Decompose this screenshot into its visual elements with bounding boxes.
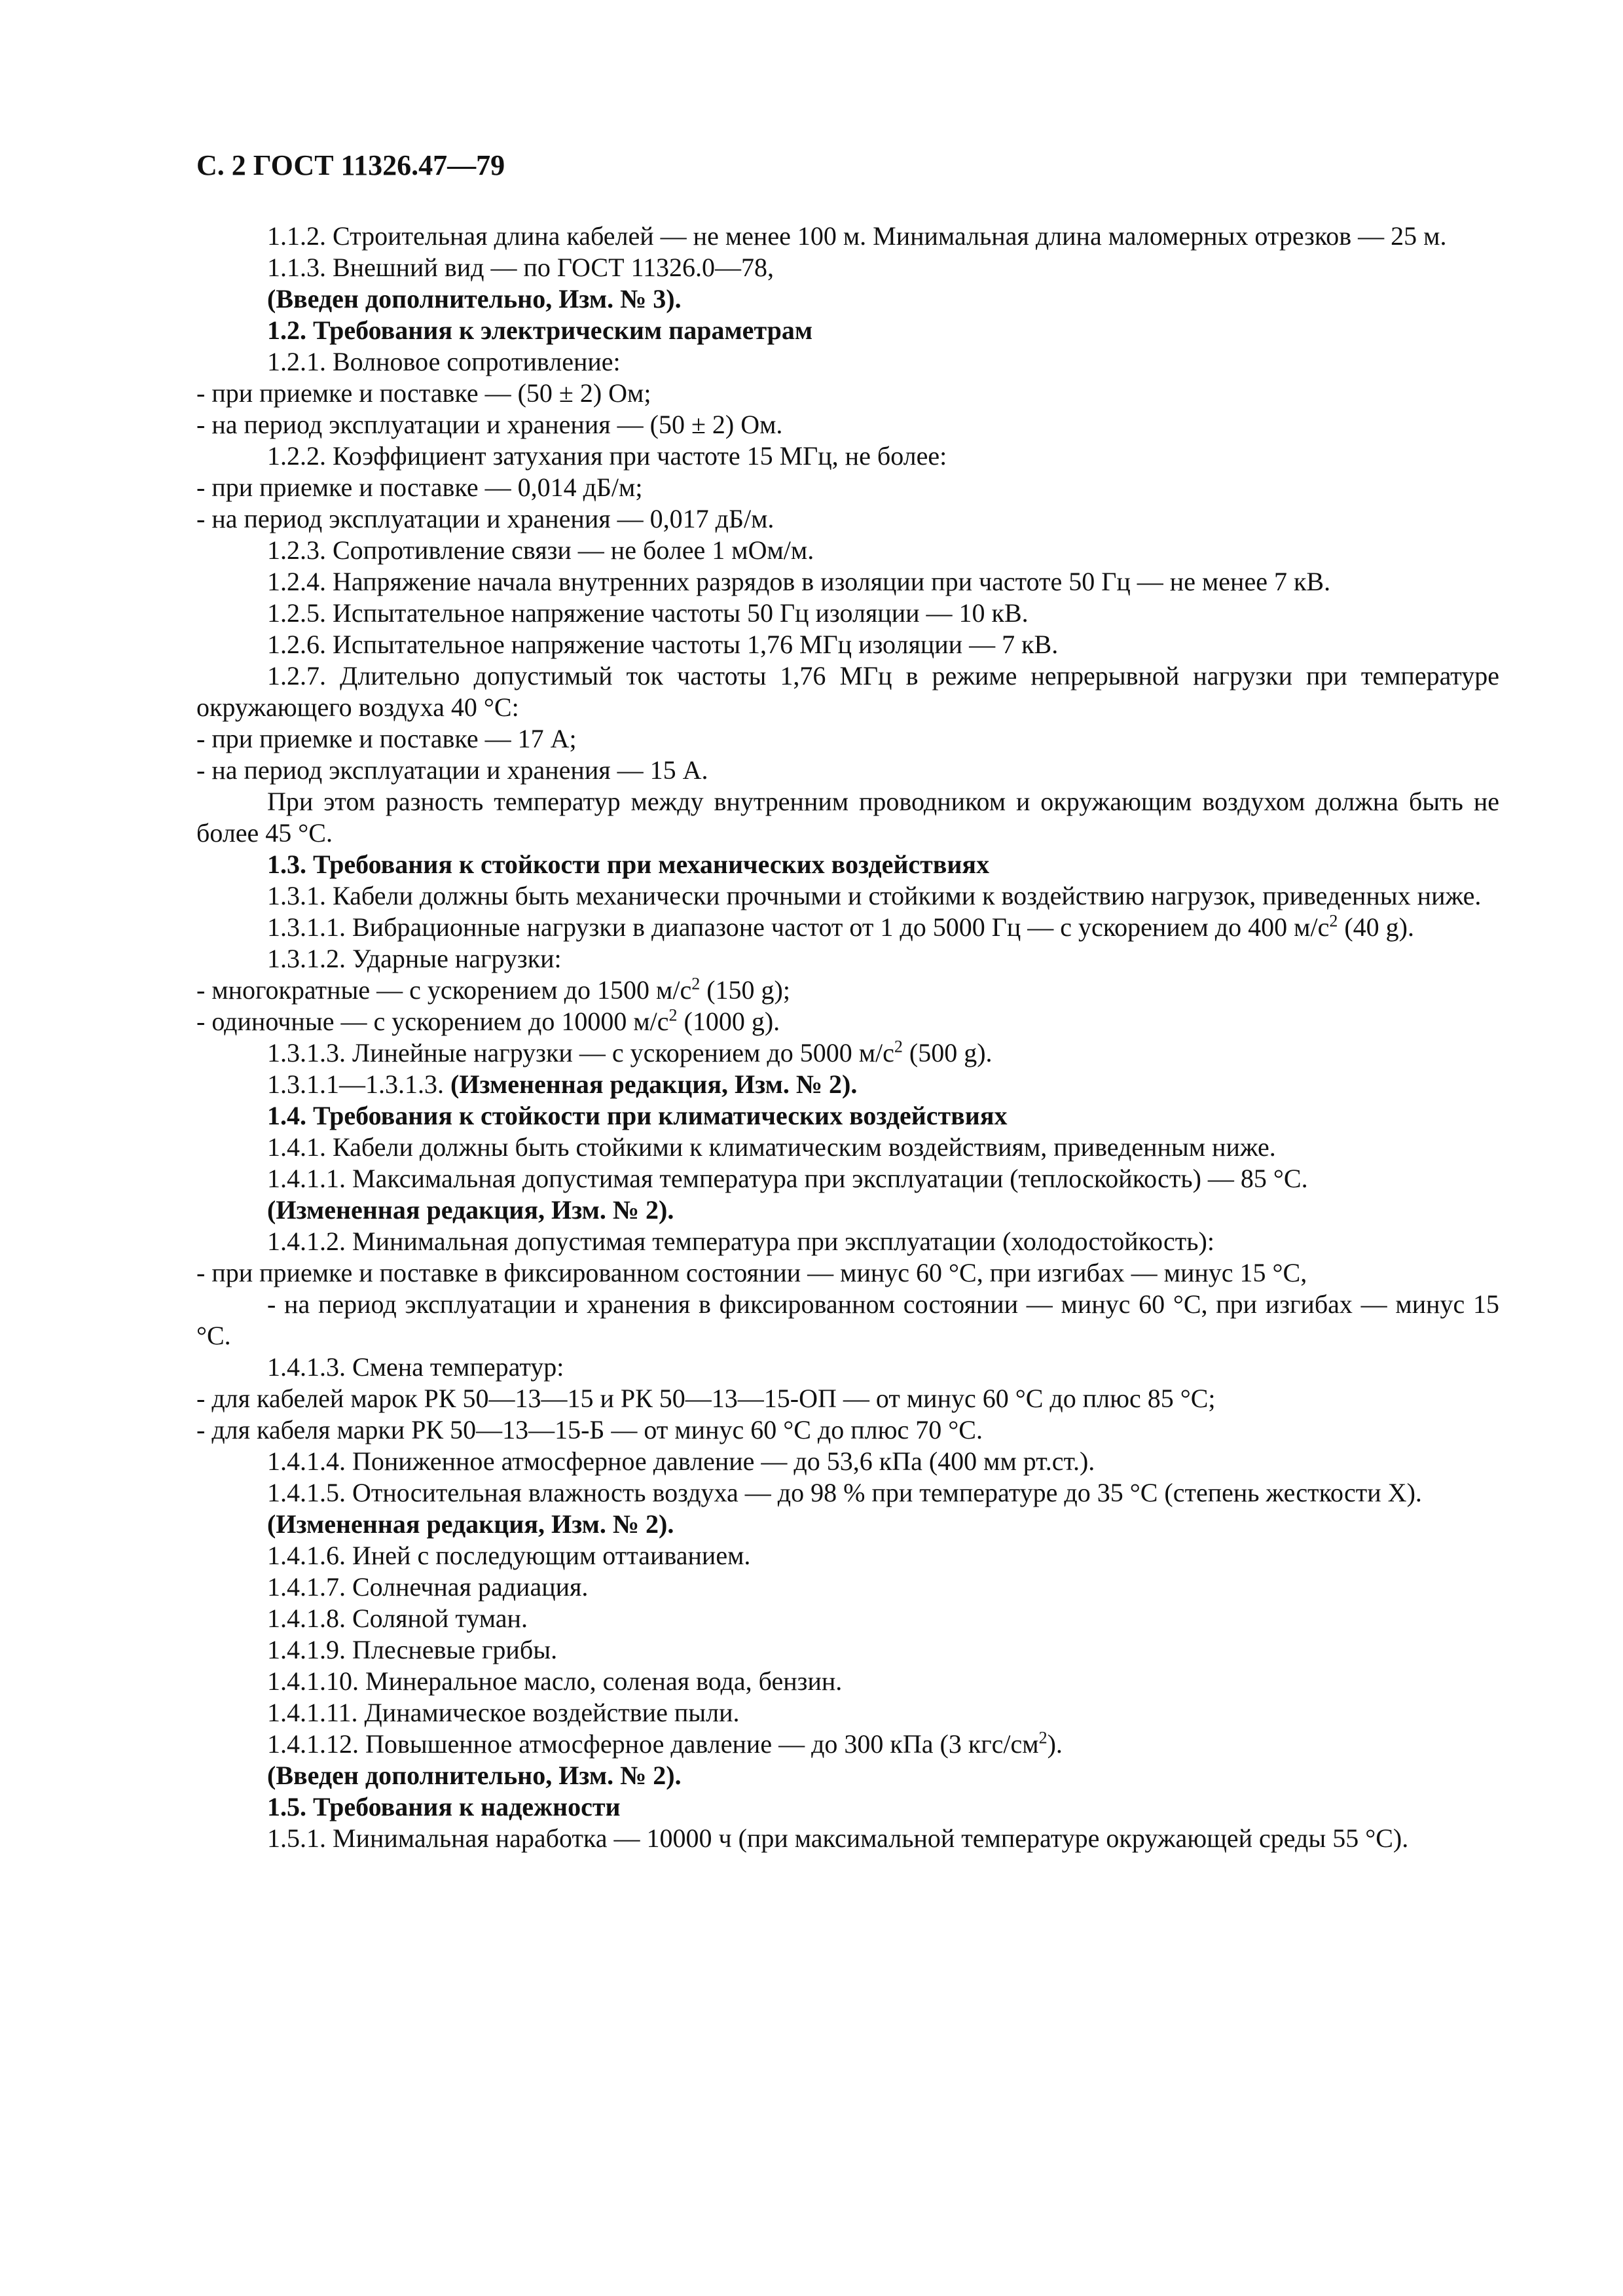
paragraph xyxy=(196,660,1499,723)
paragraph xyxy=(196,1540,1499,1571)
paragraph xyxy=(196,849,1499,880)
paragraph-text: - на период эксплуатации и хранения — 0,017 дБ/м. xyxy=(196,504,775,533)
superscript: 2 xyxy=(1038,1728,1048,1748)
paragraph xyxy=(196,1729,1499,1760)
paragraph xyxy=(196,975,1499,1006)
paragraph-text: - при приемке и поставке — 17 А; xyxy=(196,724,577,753)
paragraph xyxy=(196,1352,1499,1383)
paragraph-text-tail: (1000 g). xyxy=(677,1007,780,1036)
paragraph-text: 1.4.1.4. Пониженное атмосферное давление — до 53,6 кПа (400 мм рт.ст.). xyxy=(267,1446,1095,1476)
paragraph-text-tail: (500 g). xyxy=(902,1038,993,1067)
paragraph xyxy=(196,912,1499,943)
paragraph xyxy=(196,566,1499,598)
paragraph xyxy=(196,1163,1499,1194)
paragraph xyxy=(196,440,1499,472)
paragraph-text: 1.4.1.10. Минеральное масло, соленая вода, бензин. xyxy=(267,1666,843,1696)
paragraph xyxy=(196,378,1499,409)
paragraph-text: (Введен дополнительно, Изм. № 2). xyxy=(267,1761,682,1790)
paragraph xyxy=(196,1634,1499,1666)
paragraph xyxy=(196,1823,1499,1854)
paragraph xyxy=(196,943,1499,975)
paragraph xyxy=(196,629,1499,660)
paragraph xyxy=(196,1414,1499,1446)
paragraph xyxy=(196,1571,1499,1603)
paragraph-text: - для кабеля марки РК 50—13—15-Б — от минус 60 °С до плюс 70 °С. xyxy=(196,1415,983,1444)
paragraph xyxy=(196,755,1499,786)
paragraph-text: 1.4.1.3. Смена температур: xyxy=(267,1352,564,1382)
paragraph-text: 1.4.1.6. Иней с последующим оттаиванием. xyxy=(267,1541,751,1570)
superscript: 2 xyxy=(894,1037,903,1056)
paragraph xyxy=(196,252,1499,283)
paragraph-text: 1.3. Требования к стойкости при механических воздействиях xyxy=(267,850,990,879)
paragraph xyxy=(196,1791,1499,1823)
paragraph-text: - на период эксплуатации и хранения — 15 А. xyxy=(196,755,708,785)
paragraph xyxy=(196,1760,1499,1791)
paragraph-text: - многократные — с ускорением до 1500 м/с xyxy=(196,975,692,1005)
paragraph-text: - при приемке и поставке — (50 ± 2) Ом; xyxy=(196,378,651,408)
paragraph xyxy=(196,1289,1499,1352)
paragraph xyxy=(196,1477,1499,1509)
paragraph-text: 1.2.2. Коэффициент затухания при частоте 15 МГц, не более: xyxy=(267,441,947,471)
superscript: 2 xyxy=(668,1005,678,1025)
paragraph-text: При этом разность температур между внутренним проводником и окружающим воздухом должна быть не более 45 °С. xyxy=(196,787,1499,848)
paragraph xyxy=(196,1132,1499,1163)
paragraph-text: 1.4.1.9. Плесневые грибы. xyxy=(267,1635,558,1664)
paragraph xyxy=(196,1069,1499,1100)
paragraph-text: - для кабелей марок РК 50—13—15 и РК 50—13—15-ОП — от минус 60 °С до плюс 85 °С; xyxy=(196,1384,1216,1413)
paragraph-text: - при приемке и поставке — 0,014 дБ/м; xyxy=(196,473,643,502)
paragraph-text: 1.4. Требования к стойкости при климатических воздействиях xyxy=(267,1101,1008,1130)
paragraph xyxy=(196,283,1499,315)
paragraph xyxy=(196,315,1499,346)
paragraph xyxy=(196,598,1499,629)
amendment-note: (Измененная редакция, Изм. № 2). xyxy=(450,1069,858,1099)
document-body xyxy=(196,221,1499,1854)
paragraph xyxy=(196,221,1499,252)
paragraph-text: 1.2.6. Испытательное напряжение частоты 1,76 МГц изоляции — 7 кВ. xyxy=(267,630,1059,659)
paragraph-text: 1.4.1.11. Динамическое воздействие пыли. xyxy=(267,1698,740,1727)
paragraph xyxy=(196,1257,1499,1289)
paragraph-text: 1.4.1.7. Солнечная радиация. xyxy=(267,1572,589,1602)
paragraph xyxy=(196,1383,1499,1414)
paragraph xyxy=(196,1194,1499,1226)
paragraph xyxy=(196,503,1499,535)
paragraph-text: 1.3.1.2. Ударные нагрузки: xyxy=(267,944,562,973)
paragraph-text: 1.4.1.1. Максимальная допустимая температура при эксплуатации (теплоскойкость) — 85 °С. xyxy=(267,1164,1308,1193)
paragraph xyxy=(196,1037,1499,1069)
superscript: 2 xyxy=(691,974,701,994)
paragraph-text: 1.2.7. Длительно допустимый ток частоты 1,76 МГц в режиме непрерывной нагрузки при температуре окружающего воздуха 40 °С: xyxy=(196,661,1499,722)
paragraph-text: 1.2.3. Сопротивление связи — не более 1 мОм/м. xyxy=(267,535,814,565)
document-page xyxy=(196,147,1499,1854)
paragraph-text: 1.4.1.5. Относительная влажность воздуха — до 98 % при температуре до 35 °С (степень жесткости X). xyxy=(267,1478,1422,1507)
paragraph-text: 1.5. Требования к надежности xyxy=(267,1792,621,1821)
paragraph xyxy=(196,1666,1499,1697)
paragraph-text: - при приемке и поставке в фиксированном состоянии — минус 60 °С, при изгибах — минус 15 °С, xyxy=(196,1258,1307,1287)
paragraph xyxy=(196,723,1499,755)
superscript: 2 xyxy=(1329,911,1338,931)
paragraph-text: 1.2. Требования к электрическим параметрам xyxy=(267,315,813,345)
paragraph xyxy=(196,472,1499,503)
paragraph-text: - одиночные — с ускорением до 10000 м/с xyxy=(196,1007,669,1036)
paragraph-text: 1.4.1.12. Повышенное атмосферное давление — до 300 кПа (3 кгс/см xyxy=(267,1729,1039,1759)
paragraph-text: - на период эксплуатации и хранения в фиксированном состоянии — минус 60 °С, при изгибах — минус 15 °С. xyxy=(196,1289,1499,1350)
paragraph xyxy=(196,1100,1499,1132)
paragraph-text: 1.2.1. Волновое сопротивление: xyxy=(267,347,621,376)
paragraph xyxy=(196,1446,1499,1477)
paragraph-text: 1.3.1.1—1.3.1.3. xyxy=(267,1069,450,1099)
paragraph xyxy=(196,1603,1499,1634)
page-header: С. 2 ГОСТ 11326.47—79 xyxy=(196,149,505,181)
paragraph-text: (Введен дополнительно, Изм. № 3). xyxy=(267,284,682,314)
paragraph-text: 1.4.1.8. Соляной туман. xyxy=(267,1604,528,1633)
paragraph xyxy=(196,535,1499,566)
paragraph-text: 1.3.1. Кабели должны быть механически прочными и стойкими к воздействию нагрузок, приведенных ниже. xyxy=(267,881,1482,910)
paragraph-text-tail: ). xyxy=(1047,1729,1063,1759)
paragraph xyxy=(196,1006,1499,1037)
paragraph-text-tail: (150 g); xyxy=(700,975,790,1005)
paragraph xyxy=(196,1226,1499,1257)
paragraph-text: - на период эксплуатации и хранения — (50 ± 2) Ом. xyxy=(196,410,783,439)
paragraph-text: 1.5.1. Минимальная наработка — 10000 ч (при максимальной температуре окружающей среды 55 °С). xyxy=(267,1823,1409,1853)
paragraph-text: (Измененная редакция, Изм. № 2). xyxy=(267,1509,674,1539)
paragraph-text: 1.4.1. Кабели должны быть стойкими к климатическим воздействиям, приведенным ниже. xyxy=(267,1132,1276,1162)
paragraph-text: 1.2.5. Испытательное напряжение частоты 50 Гц изоляции — 10 кВ. xyxy=(267,598,1029,628)
paragraph xyxy=(196,346,1499,378)
paragraph-text: 1.1.2. Строительная длина кабелей — не менее 100 м. Минимальная длина маломерных отрезков — 25 м. xyxy=(267,221,1447,251)
paragraph-text: 1.2.4. Напряжение начала внутренних разрядов в изоляции при частоте 50 Гц — не менее 7 кВ. xyxy=(267,567,1331,596)
paragraph-text: 1.3.1.1. Вибрационные нагрузки в диапазоне частот от 1 до 5000 Гц — с ускорением до 400 м/с xyxy=(267,912,1330,942)
paragraph-text: 1.4.1.2. Минимальная допустимая температура при эксплуатации (холодостойкость): xyxy=(267,1227,1214,1256)
paragraph xyxy=(196,880,1499,912)
paragraph-text: 1.3.1.3. Линейные нагрузки — с ускорением до 5000 м/с xyxy=(267,1038,894,1067)
paragraph-text: 1.1.3. Внешний вид — по ГОСТ 11326.0—78, xyxy=(267,253,775,282)
paragraph-text: (Измененная редакция, Изм. № 2). xyxy=(267,1195,674,1225)
paragraph xyxy=(196,1509,1499,1540)
paragraph xyxy=(196,786,1499,849)
paragraph-text-tail: (40 g). xyxy=(1338,912,1414,942)
paragraph xyxy=(196,409,1499,440)
paragraph xyxy=(196,1697,1499,1729)
